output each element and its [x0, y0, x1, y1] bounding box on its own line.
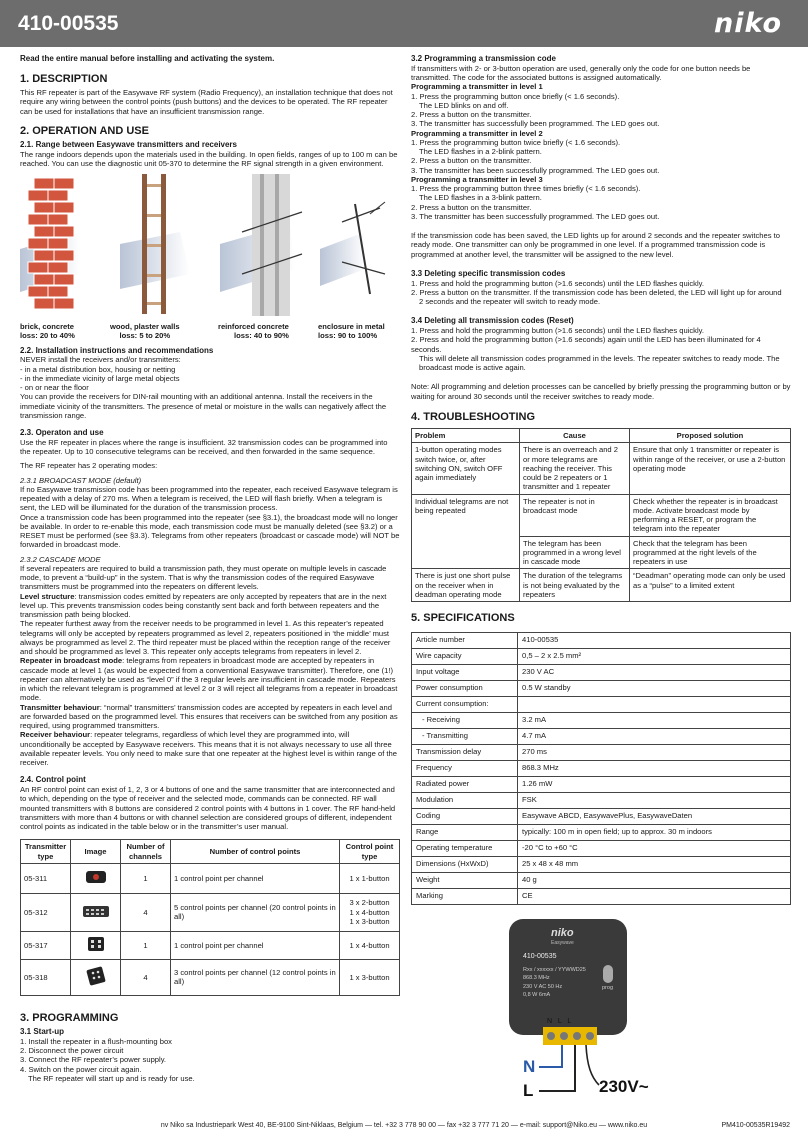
table-row: Individual telegrams are not being repeated The repeater is not in broadcast mode Check whether the repeater is in broadcast mode. Activate broadcast mode by performing a RESET, or program the telegram into the repeater [412, 494, 791, 536]
right-column [411, 54, 791, 1105]
startup-line: 4. Switch on the power circuit again. [20, 1064, 142, 1074]
prog-label: prog [602, 984, 614, 991]
section-2-4-title: 2.4. Control point [20, 775, 86, 785]
startup-line: 3. Connect the RF repeater’s power supply. [20, 1055, 167, 1065]
voltage-label: 230V~ [599, 1076, 649, 1096]
terminal-labels: N L L [547, 1017, 572, 1025]
table-row: - Transmitting 4.7 mA [412, 728, 791, 744]
step: 2. Press a button on the transmitter. [411, 202, 532, 212]
article-code: 410-00535 [18, 12, 119, 35]
section-2-3-title: 2.3. Operaton and use [20, 428, 104, 438]
table-header: Transmitter type [21, 840, 71, 864]
table-row: Frequency 868.3 MHz [412, 760, 791, 776]
level-2-title: Programming a transmitter in level 2 [411, 128, 543, 138]
caption-brick: brick, concrete loss: 20 to 40% [20, 321, 75, 340]
note-text: Note: All programming and deletion processes can be cancelled by briefly pressing the programming button or by waiting for around 30 seconds until the receiver switches to ready mode. [411, 382, 791, 401]
startup-line: 1. Install the repeater in a flush-mounting box [20, 1036, 172, 1046]
metal-enclosure-icon [320, 202, 385, 294]
transmitter-05-311-icon [83, 868, 109, 886]
step: The LED blinks on and off. [419, 100, 509, 110]
section-3-3-title: 3.3 Deleting specific transmission codes [411, 268, 566, 278]
step: 1. Press and hold the programming button (>1.6 seconds) until the LED flashes quickly. [411, 326, 705, 335]
install-text: You can provide the receivers for DIN-rail mounting with an additional antenna. Install the receivers in the immediate vicinity of the transmitters. The presence of metal or moisture in the walls can negatively affect the transmission range. [20, 392, 387, 420]
step: 3. The transmitter has been successfully programmed. The LED goes out. [411, 165, 660, 175]
table-row: Power consumption 0.5 W standby [412, 680, 791, 696]
programming-text: If transmitters with 2- or 3-button operation are used, generally only the code for one button needs be transmitted. The code for the associated buttons is assigned automatically. [411, 63, 751, 82]
device-code: 410-00535 [523, 952, 557, 960]
table-row: Dimensions (HxWxD) 25 x 48 x 48 mm [412, 856, 791, 872]
caption-metal: enclosure in metal loss: 90 to 100% [318, 321, 385, 340]
device-freq: 868.3 MHz [523, 974, 550, 981]
table-row: Wire capacity 0,5 – 2 x 2.5 mm² [412, 648, 791, 664]
modes-text: The RF repeater has 2 operating modes: [20, 461, 158, 471]
device-power: 0,8 W 6mA [523, 991, 551, 998]
table-row: Article number 410-00535 [412, 632, 791, 648]
section-2-1-title: 2.1. Range between Easywave transmitters and receivers [20, 140, 237, 150]
transmitter-behaviour: Transmitter behaviour: “normal” transmitters’ transmission codes are accepted by repeaters in each level and are forwarded based on the programmed level. This ensures that receivers can be switched from any position as required, using programmed transmitters. [20, 702, 398, 731]
transmitter-05-318-icon [83, 966, 109, 986]
intro-text: Read the entire manual before installing and activating the system. [20, 54, 275, 63]
caption-concrete: reinforced concrete loss: 40 to 90% [218, 321, 289, 340]
control-point-text: An RF control point can exist of 1, 2, 3 or 4 buttons of one and the same transmitter that are interconnected and to which, depending on the type of receiver and the selected mode, commands can be connected. RF wall mounted transmitters with 8 buttons are considered 2 control points with 4 buttons in 1 cover. The RF hand-held transmitters with more than 4 buttons or with channel selection are considered groups of different, independent control points as indicated in the table below or in the transmitter’s user manual. [20, 785, 396, 832]
section-3-4-title: 3.4 Deleting all transmission codes (Reset) [411, 316, 574, 326]
table-header: Number of control points [171, 840, 340, 864]
step: The LED flashes in a 2-blink pattern. [419, 147, 542, 156]
step: 1. Press the programming button three times briefly (< 1.6 seconds). [411, 184, 641, 193]
step: 3. The transmitter has successfully been programmed. The LED goes out. [411, 119, 660, 129]
brick-wall-icon [20, 178, 80, 309]
section-2-2-title: 2.2. Installation instructions and recommendations [20, 345, 214, 355]
section-3-title: 3. PROGRAMMING [20, 1011, 119, 1024]
device-wiring-diagram [411, 915, 791, 1105]
section-3-2-title: 3.2 Programming a transmission code [411, 54, 556, 63]
section-2-title: 2. OPERATION AND USE [20, 124, 149, 137]
live-label: L [523, 1080, 534, 1100]
table-row: 05-317 1 1 control point per channel 1 x 4-button [21, 931, 400, 959]
table-header: Image [71, 840, 121, 864]
transmitter-05-317-icon [83, 935, 109, 953]
step: 1. Press the programming button twice briefly (< 1.6 seconds). [411, 137, 621, 147]
left-column [20, 54, 400, 1083]
operation-text: Use the RF repeater in places where the range is insufficient. 32 transmission codes can be programmed into the repeater. Up to 10 consecutive telegrams can be received, and then forwarded in the same sequence. [20, 437, 388, 457]
level-3-title: Programming a transmitter in level 3 [411, 174, 543, 184]
concrete-wall-icon [220, 174, 302, 316]
table-row: 05-311 1 1 control point per channel 1 x 1-button [21, 863, 400, 893]
table-row: There is just one short pulse on the receiver when in deadman operating mode The duration of the telegrams is not being evaluated by the repeaters “Deadman” operating mode can only be used as a “pulse” to a limited extent [412, 569, 791, 602]
device-logo: niko [551, 926, 574, 939]
neutral-label: N [523, 1056, 536, 1076]
specifications-table [411, 632, 791, 905]
table-row: 1-button operating modes switch twice, or, after switching ON, switch OFF again immediately There is an overreach and 2 or more telegrams are reaching the receiver. This could be 2 repeaters or 1 transmitter and 1 repeater Ensure that only 1 transmitter or repeater is within range of the receiver, or use a 2-button operating mode [412, 443, 791, 494]
section-3-1-title: 3.1 Start-up [20, 1027, 65, 1037]
step: 2. Press a button on the transmitter. If the transmission code has been deleted, the LED will light up for around [411, 287, 782, 297]
install-line: - in the immediate vicinity of large metal objects [20, 373, 180, 383]
table-row: - Receiving 3.2 mA [412, 712, 791, 728]
step: 2. Press a button on the transmitter. [411, 156, 532, 166]
wood-wall-icon [120, 174, 190, 314]
table-row: Marking CE [412, 888, 791, 904]
step: The LED flashes in a 3-blink pattern. [419, 193, 542, 203]
table-header: Problem [412, 429, 520, 443]
step: 3. The transmitter has been successfully programmed. The LED goes out. [411, 211, 660, 221]
table-header: Cause [520, 429, 630, 443]
wall-materials-graphic [20, 174, 400, 320]
step: 1. Press the programming button once briefly (< 1.6 seconds). [411, 91, 620, 101]
caption-wood: wood, plaster walls loss: 5 to 20% [110, 321, 180, 340]
programming-after-text: If the transmission code has been saved, the LED lights up for around 2 seconds and the repeater switches to ready mode. One transmitter can only be programmed in one level. If a programmed transmission code is programmed at another level, the transmitter will be assigned to the new level. [411, 231, 780, 259]
transmitter-05-312-icon [81, 902, 111, 920]
broadcast-p2: Once a transmission code has been programmed into the repeater (see §3.1), the broadcast mode will no longer be available. In order to re-enable this mode, each transmission code must be manually deleted (see §3.2) or a RESET must be performed (see §3.3). Telegrams from other repeaters (broadcast or cascade mode) will NOT be forwarded in broadcast mode. [20, 512, 400, 550]
table-row: Modulation FSK [412, 792, 791, 808]
control-point-table [20, 839, 400, 996]
level-structure: Level structure: transmission codes emitted by repeaters are only accepted by repeaters that are in the next level up. This prevents transmission codes being constantly sent back and forth between repeaters and the transmission path being blocked. [20, 591, 387, 620]
step: 2. Press a button on the transmitter. [411, 110, 532, 119]
table-row: Coding Easywave ABCD, EasywavePlus, EasywaveDaten [412, 808, 791, 824]
section-4-title: 4. TROUBLESHOOTING [411, 410, 536, 423]
niko-logo: niko [713, 8, 782, 39]
table-row: 05-318 4 3 control points per channel (12 control points in all) 1 x 3-button [21, 959, 400, 995]
cascade-p2: The repeater furthest away from the receiver needs to be programmed in level 1. As this repeater’s repeated telegrams will only be accepted by repeaters programmed as level 2, repeaters positioned in ‘the middle’ must always be programmed as level 2. The third repeater must be placed within the reception range of the receiver and should be programmed as level 3. This repeater only accepts telegrams from repeaters in level 2. [20, 619, 391, 657]
table-row: Transmission delay 270 ms [412, 744, 791, 760]
table-row: Current consumption: [412, 696, 791, 712]
step: This will delete all transmission codes programmed in the levels. The repeater switches to ready mode. The broadcast mode is active again. [419, 353, 780, 372]
install-line: NEVER install the receivers and/or transmitters: [20, 355, 181, 365]
table-row: Radiated power 1.26 mW [412, 776, 791, 792]
install-line: - on or near the floor [20, 383, 89, 393]
footer-doc-code: PM410-00535R19492 [721, 1122, 790, 1129]
troubleshooting-table [411, 428, 791, 602]
table-header: Number of channels [121, 840, 171, 864]
startup-line: The RF repeater will start up and is ready for use. [28, 1073, 195, 1083]
section-1-title: 1. DESCRIPTION [20, 72, 108, 85]
footer [0, 1122, 808, 1131]
table-header: Control point type [340, 840, 400, 864]
table-row: Input voltage 230 V AC [412, 664, 791, 680]
header-bar [0, 0, 808, 47]
section-5-title: 5. SPECIFICATIONS [411, 612, 515, 625]
range-text: The range indoors depends upon the materials used in the building. In open fields, ranges of up to 100 m can be reached. You can use the diagnostic unit 05-370 to determine the RF signal strength in a given environment. [20, 150, 398, 169]
table-row: Operating temperature -20 °C to +60 °C [412, 840, 791, 856]
step: 2 seconds and the repeater will switch to ready mode. [419, 297, 601, 306]
step: 1. Press and hold the programming button (>1.6 seconds) until the LED flashes quickly. [411, 278, 705, 288]
step: 2. Press and hold the programming button (>1.6 seconds) again until the LED has been illuminated for 4 seconds. [411, 335, 761, 354]
cascade-mode-title: 2.3.2 CASCADE MODE [20, 554, 101, 564]
table-row: Weight 40 g [412, 872, 791, 888]
device-volt: 230 V AC 50 Hz [523, 983, 563, 990]
device-serial: Rxx / xxxxxx / YYWWD25 [523, 966, 586, 973]
footer-address: nv Niko sa Industriepark West 40, BE-9100 Sint-Niklaas, Belgium — tel. +32 3 778 90 00 — fax +32 3 777 71 20 — e-mail: support@Niko.eu — www.niko.eu [160, 1122, 648, 1129]
level-1-title: Programming a transmitter in level 1 [411, 82, 543, 92]
broadcast-mode-title: 2.3.1 BROADCAST MODE (default) [20, 475, 142, 485]
table-row: The telegram has been programmed in a wrong level in cascade mode Check that the telegram has been programmed at the right levels of the repeaters in use [412, 536, 791, 569]
cascade-p1: If several repeaters are required to build a transmission path, they must operate on multiple levels in cascade mode, to prevent a “build-up” in the system. That is why the transmission codes of the required Easywave transmitters must be programmed into the repeaters on different levels. [20, 563, 387, 592]
table-row: 05-312 4 5 control points per channel (20 control points in all) 3 x 2-button 1 x 4-button 1 x 3-button [21, 893, 400, 931]
device-sub: Easywave [551, 939, 574, 946]
install-line: - in a metal distribution box, housing or netting [20, 364, 176, 374]
broadcast-p1: If no Easywave transmission code has been programmed into the repeater, each received Easywave telegram is repeated with a delay of 270 ms. When a telegram is received, the LED will flash briefly. When a telegram is sent, the LED will be illuminated for the duration of the transmission process. [20, 484, 398, 513]
startup-line: 2. Disconnect the power circuit [20, 1046, 124, 1056]
table-header: Proposed solution [630, 429, 791, 443]
receiver-behaviour: Receiver behaviour: repeater telegrams, regardless of which level they are programmed into, will unconditionally be accepted by Easywave receivers. This means that it is not always necessary to use all three available repeater levels. You only need to make sure that one repeater at the highest level is within range of the receiver. [20, 730, 397, 768]
description-text: This RF repeater is part of the Easywave RF system (Radio Frequency), an installation technique that does not require any wiring between the control points (push buttons) and the devices to be operated. The RF repeater can be used for installations that have an insufficient transmission range. [20, 88, 393, 116]
range-illustration [20, 174, 400, 340]
table-row: Range typically: 100 m in open field; up to approx. 30 m indoors [412, 824, 791, 840]
repeater-broadcast: Repeater in broadcast mode: telegrams from repeaters in broadcast mode are accepted by repeaters in cascade mode at level 1 (as would be expected from a conventional Easywave transmitter). Therefore, one (1!) repeater can alternatively be used as “level 0” if the 3 regular levels are insufficient in cascade mode. Repeaters in which the relevant telegram is programmed at level 2 or 3 will reject all telegrams from a repeater in broadcast mode. [20, 656, 398, 703]
